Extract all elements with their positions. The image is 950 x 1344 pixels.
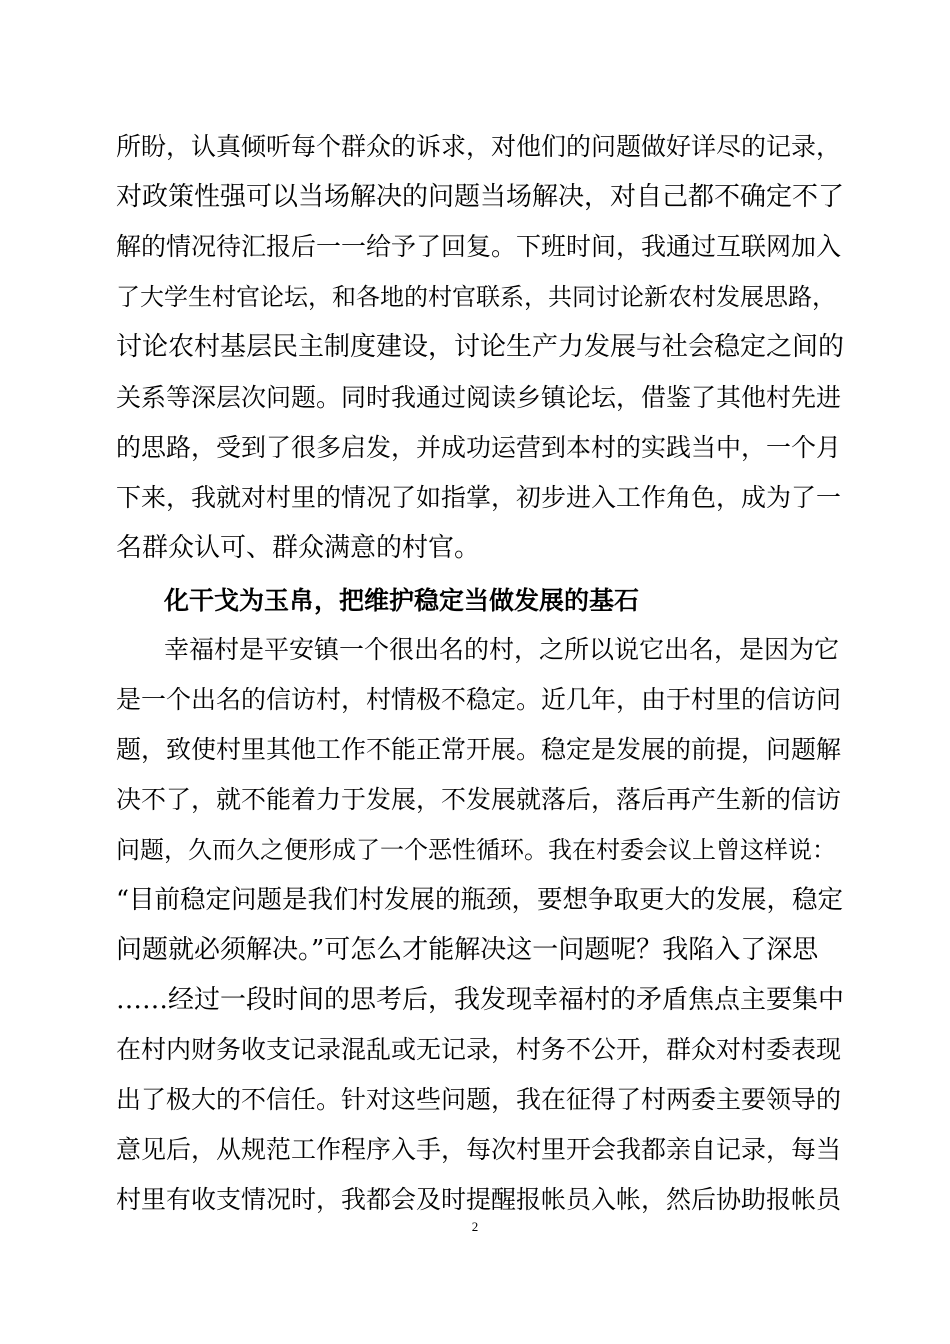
text-line: 幸福村是平安镇一个很出名的村，之所以说它出名，是因为它 — [164, 635, 840, 664]
text-line: 关系等深层次问题。同时我通过阅读乡镇论坛，借鉴了其他村先进 — [116, 383, 842, 412]
section-heading: 化干戈为玉帛，把维护稳定当做发展的基石 — [164, 586, 640, 615]
text-line: ……经过一段时间的思考后，我发现幸福村的矛盾焦点主要集中 — [116, 985, 845, 1015]
text-line: 在村内财务收支记录混乱或无记录，村务不公开，群众对村委表现 — [116, 1035, 842, 1064]
text-line: 对政策性强可以当场解决的问题当场解决，对自己都不确定不了 — [116, 182, 845, 212]
page-number: 2 — [471, 1219, 479, 1234]
text-line: 讨论农村基层民主制度建设，讨论生产力发展与社会稳定之间的 — [116, 332, 845, 362]
text-line: 问题就必须解决。”可怎么才能解决这一问题呢？我陷入了深思 — [116, 935, 819, 965]
text-line: 名群众认可、群众满意的村官。 — [116, 533, 481, 563]
text-line: 题，致使村里其他工作不能正常开展。稳定是发展的前提，问题解 — [116, 735, 842, 764]
text-line: 是一个出名的信访村，村情极不稳定。近几年，由于村里的信访问 — [116, 685, 842, 714]
text-line: 问题，久而久之便形成了一个恶性循环。我在村委会议上曾这样说： — [116, 836, 836, 864]
text-line: “目前稳定问题是我们村发展的瓶颈，要想争取更大的发展，稳定 — [116, 885, 844, 915]
text-line: 下来，我就对村里的情况了如指掌，初步进入工作角色，成为了一 — [116, 483, 842, 512]
text-line: 的思路，受到了很多启发，并成功运营到本村的实践当中，一个月 — [116, 433, 842, 462]
text-line: 意见后，从规范工作程序入手，每次村里开会我都亲自记录，每当 — [116, 1135, 842, 1164]
text-line: 村里有收支情况时，我都会及时提醒报帐员入帐，然后协助报帐员 — [116, 1185, 842, 1214]
text-line: 解的情况待汇报后一一给予了回复。下班时间，我通过互联网加入 — [116, 232, 842, 261]
text-line: 了大学生村官论坛，和各地的村官联系，共同讨论新农村发展思路， — [116, 283, 836, 311]
text-line: 出了极大的不信任。针对这些问题，我在征得了村两委主要领导的 — [116, 1085, 842, 1114]
text-line: 所盼，认真倾听每个群众的诉求，对他们的问题做好详尽的记录， — [116, 132, 842, 161]
text-line: 决不了，就不能着力于发展，不发展就落后，落后再产生新的信访 — [116, 785, 842, 814]
